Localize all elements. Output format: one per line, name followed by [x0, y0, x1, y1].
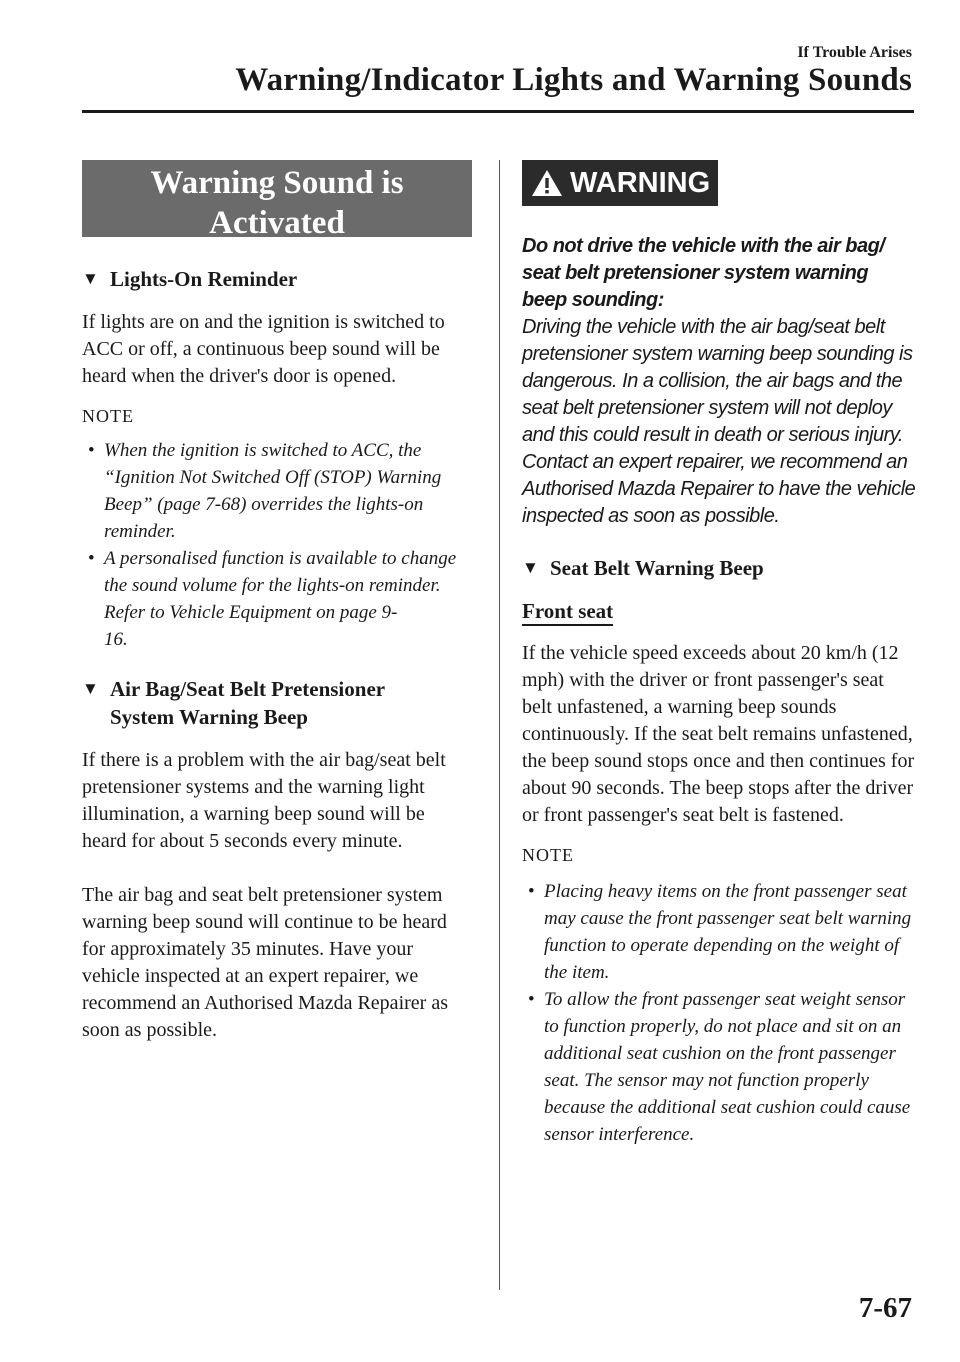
- note-text: To allow the front passenger seat weight sensor to function properly, do not place and sit on an additional seat cushion on the front passenger seat. The sensor may not function properly because the additional seat cushion could cause sensor interference.: [544, 989, 911, 1145]
- page-number: 7-67: [858, 1292, 912, 1324]
- left-column: [82, 160, 472, 1044]
- triangle-icon: ▼: [82, 269, 99, 288]
- seat-belt-body: If the vehicle speed exceeds about 20 km/h (12 mph) with the driver or front passenger's seat belt unfastened, a warning beep sounds continuously. If the seat belt remains unfastened, the beep sound stops once and then continues for about 90 seconds. The beep stops after the driver or front passenger's seat belt is fastened.: [522, 642, 915, 826]
- heading-lights-on-reminder: [82, 265, 472, 293]
- right-column: [522, 160, 917, 1148]
- note-reference-line2: 16.: [104, 629, 128, 650]
- list-item: [522, 986, 917, 1148]
- heading-text: Lights-On Reminder: [110, 267, 298, 291]
- warning-label: WARNING: [570, 166, 711, 199]
- section-banner-line1: Warning Sound is: [150, 165, 404, 201]
- heading-air-bag-warning-beep: [82, 675, 472, 731]
- note-reference-line1: Refer to Vehicle Equipment on page 9-: [104, 602, 398, 623]
- list-item: [522, 878, 917, 986]
- warning-badge: [522, 160, 718, 206]
- heading-text: Seat Belt Warning Beep: [550, 556, 764, 580]
- note-text: Placing heavy items on the front passenger seat may cause the front passenger seat belt warning function to operate depending on the weight of the item.: [544, 881, 912, 983]
- list-item: [82, 545, 472, 653]
- bullet-icon: •: [528, 881, 535, 902]
- section-banner-line2: Activated: [209, 205, 345, 241]
- triangle-icon: ▼: [522, 558, 539, 577]
- bullet-icon: •: [88, 440, 95, 461]
- heading-text-line2: System Warning Beep: [110, 705, 308, 729]
- note-label: NOTE: [82, 406, 134, 426]
- seat-belt-notes: [522, 878, 917, 1148]
- warning-triangle-icon: [530, 168, 564, 198]
- bullet-icon: •: [88, 548, 95, 569]
- note-text: When the ignition is switched to ACC, the “Ignition Not Switched Off (STOP) Warning Beep” (page 7-68) overrides the lights-on reminder.: [104, 440, 442, 542]
- warning-headline: Do not drive the vehicle with the air bag/ seat belt pretensioner system warning beep sounding:: [522, 235, 885, 311]
- bullet-icon: •: [528, 989, 535, 1010]
- lights-on-body: If lights are on and the ignition is switched to ACC or off, a continuous beep sound will be heard when the driver's door is opened.: [82, 311, 445, 387]
- note-label: NOTE: [522, 845, 574, 865]
- header-rule: [82, 110, 914, 113]
- air-bag-body-2: The air bag and seat belt pretensioner system warning beep sound will continue to be heard for approximately 35 minutes. Have your vehicle inspected at an expert repairer, we recommend an Authorised Mazda Repairer as soon as possible.: [82, 884, 448, 1041]
- triangle-icon: ▼: [82, 679, 99, 698]
- note-text: A personalised function is available to change the sound volume for the lights-on reminder.: [104, 548, 457, 596]
- chapter-kicker: If Trouble Arises: [797, 44, 912, 61]
- page-header-title: Warning/Indicator Lights and Warning Sounds: [235, 62, 912, 98]
- section-banner: [82, 160, 472, 241]
- lights-on-notes: [82, 437, 472, 653]
- air-bag-body-1: If there is a problem with the air bag/seat belt pretensioner systems and the warning light illumination, a warning beep sound will be heard for about 5 seconds every minute.: [82, 749, 446, 852]
- heading-seat-belt-warning-beep: [522, 554, 917, 582]
- warning-text: Driving the vehicle with the air bag/seat belt pretensioner system warning beep sounding is dangerous. In a collision, the air bags and the seat belt pretensioner system will not deploy and this could result in death or serious injury. Contact an expert repairer, we recommend an Authorised Mazda Repairer to have the vehicle inspected as soon as possible.: [522, 316, 916, 527]
- subheading-front-seat: Front seat: [522, 598, 613, 626]
- column-divider: [499, 160, 500, 1290]
- heading-text-line1: Air Bag/Seat Belt Pretensioner: [110, 677, 386, 701]
- list-item: [82, 437, 472, 545]
